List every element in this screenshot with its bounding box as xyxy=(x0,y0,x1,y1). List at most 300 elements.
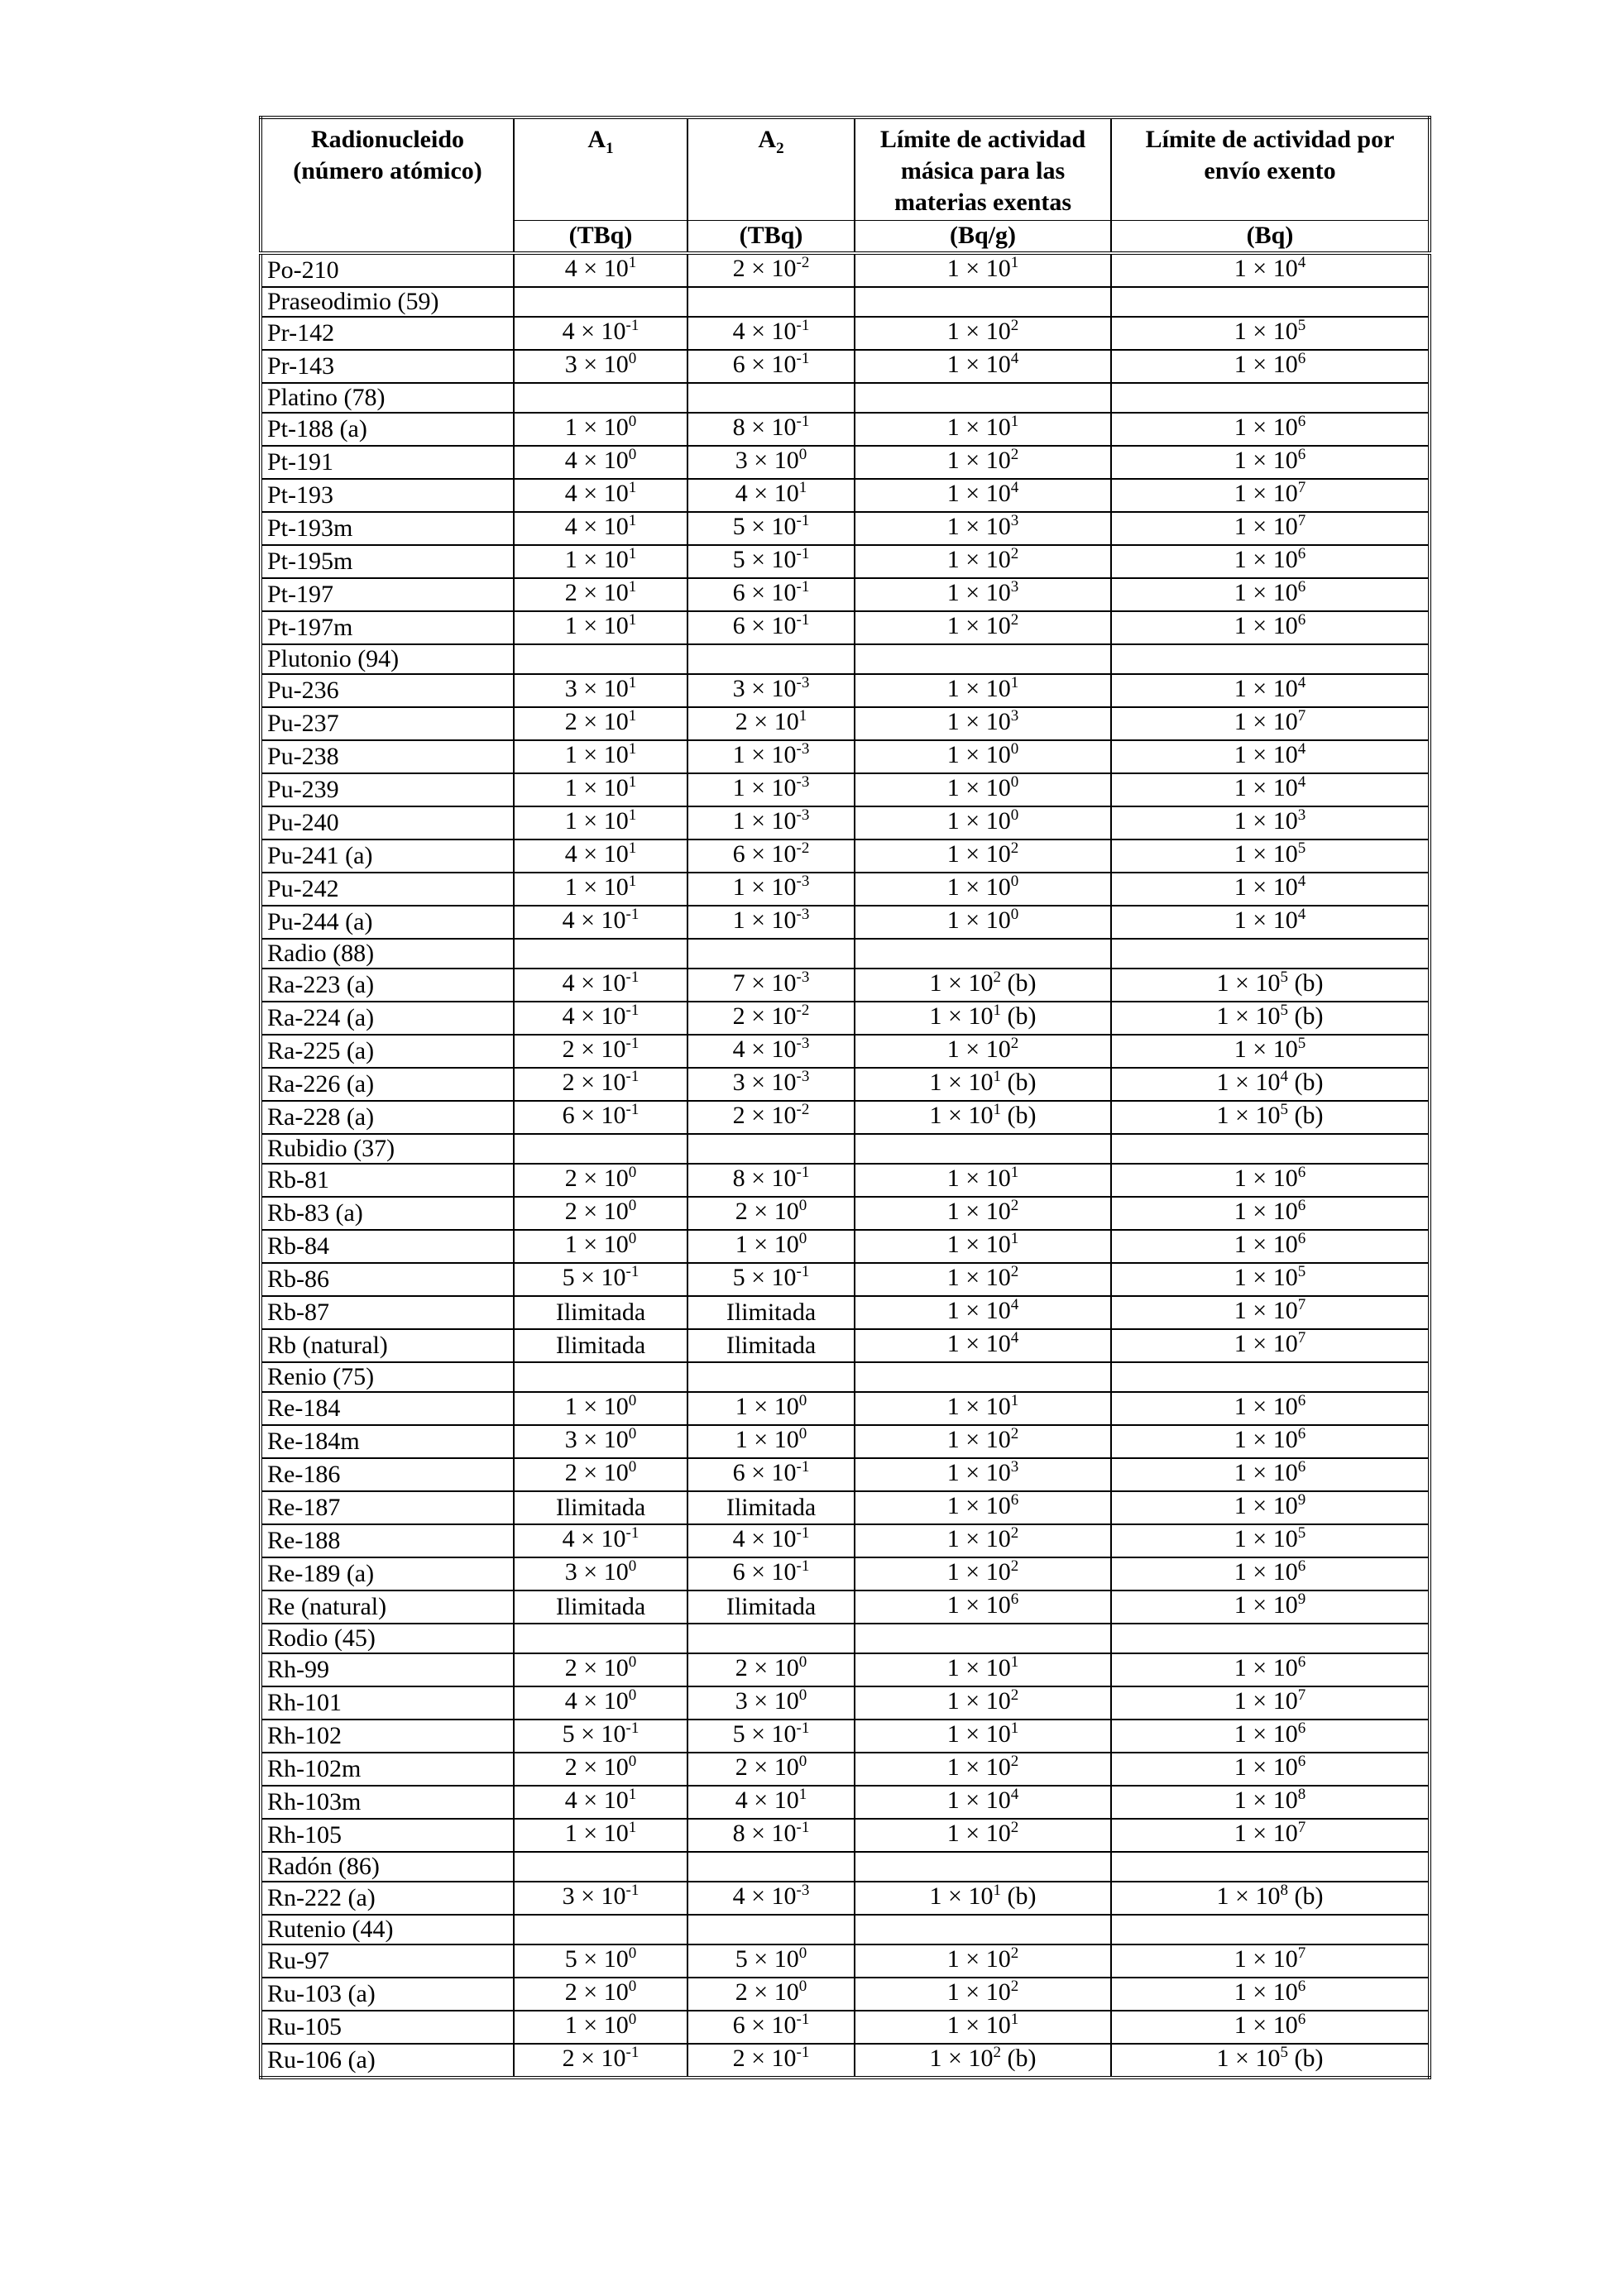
exponent: 6 xyxy=(1297,611,1306,629)
radionuclide-limits-table xyxy=(259,116,1431,2079)
table-row xyxy=(261,350,1430,383)
exponent: 4 xyxy=(1280,1068,1288,1085)
radionuclide-cell: Ru-106 (a) xyxy=(261,2044,514,2078)
a1-cell: $4 \times 10^1$ xyxy=(514,839,687,873)
exponent: 1 xyxy=(628,545,637,562)
header-a2-label: A xyxy=(758,126,777,153)
exponent: 1 xyxy=(628,1819,637,1836)
exponent: 1 xyxy=(628,512,637,529)
exponent: 1 xyxy=(628,839,637,857)
a1-cell: $3 \times 10^1$ xyxy=(514,674,687,707)
mass-limit-cell xyxy=(855,1362,1111,1392)
a1-cell: $4 \times 10^{-1}$ xyxy=(514,317,687,350)
exponent: 6 xyxy=(1010,1491,1019,1509)
table-row xyxy=(261,2011,1430,2044)
a1-cell: $2 \times 10^1$ xyxy=(514,707,687,740)
header-unit-radionuclide xyxy=(261,220,514,253)
table-row xyxy=(261,1491,1430,1524)
a1-cell: Ilimitada xyxy=(514,1329,687,1362)
mass-limit-cell xyxy=(855,644,1111,674)
exponent: 1 xyxy=(628,773,637,791)
consignment-limit-cell: $1 \times 10^7$ xyxy=(1111,479,1430,512)
exponent: 1 xyxy=(993,1101,1001,1118)
radionuclide-cell: Pt-191 xyxy=(261,446,514,479)
mass-limit-cell: $1 \times 10^1$ xyxy=(855,1230,1111,1263)
a2-cell xyxy=(687,939,855,969)
mass-limit-cell: $1 \times 10^2$ xyxy=(855,1819,1111,1852)
mass-limit-cell xyxy=(855,287,1111,317)
exponent: -1 xyxy=(625,1068,640,1085)
a1-cell: $4 \times 10^{-1}$ xyxy=(514,1524,687,1557)
a2-cell: $2 \times 10^0$ xyxy=(687,1753,855,1786)
mass-limit-cell: $1 \times 10^2$ xyxy=(855,1944,1111,1978)
exponent: 6 xyxy=(1297,1720,1306,1737)
exponent: 6 xyxy=(1297,1978,1306,1995)
exponent: 3 xyxy=(1010,512,1019,529)
mass-limit-cell: $1 \times 10^2$ (b) xyxy=(855,2044,1111,2078)
exponent: 1 xyxy=(1010,1653,1019,1671)
consignment-limit-cell: $1 \times 10^4$ xyxy=(1111,674,1430,707)
radionuclide-cell: Pu-237 xyxy=(261,707,514,740)
consignment-limit-cell: $1 \times 10^8$ (b) xyxy=(1111,1882,1430,1915)
a2-cell: $6 \times 10^{-1}$ xyxy=(687,1458,855,1491)
exponent: 6 xyxy=(1297,1197,1306,1214)
a2-cell: $8 \times 10^{-1}$ xyxy=(687,413,855,446)
exponent: 2 xyxy=(1010,1263,1019,1280)
exponent: 0 xyxy=(798,1686,807,1704)
mass-limit-cell: $1 \times 10^2$ xyxy=(855,1263,1111,1296)
exponent: 0 xyxy=(628,1653,637,1671)
a2-cell: $5 \times 10^{-1}$ xyxy=(687,545,855,578)
table-header xyxy=(261,117,1430,253)
exponent: 2 xyxy=(993,969,1001,986)
consignment-limit-cell: $1 \times 10^4$ xyxy=(1111,253,1430,287)
radionuclide-cell: Pu-240 xyxy=(261,806,514,839)
exponent: 6 xyxy=(1297,1653,1306,1671)
mass-limit-cell: $1 \times 10^4$ xyxy=(855,1786,1111,1819)
exponent: -3 xyxy=(796,1068,810,1085)
table-row xyxy=(261,1164,1430,1197)
consignment-limit-cell: $1 \times 10^6$ xyxy=(1111,1230,1430,1263)
exponent: -1 xyxy=(796,611,810,629)
exponent: 2 xyxy=(1010,1944,1019,1962)
exponent: 5 xyxy=(1280,1101,1288,1118)
mass-limit-cell: $1 \times 10^0$ xyxy=(855,906,1111,939)
exponent: 4 xyxy=(1297,773,1306,791)
exponent: 0 xyxy=(798,1753,807,1770)
exponent: 6 xyxy=(1297,1425,1306,1442)
exponent: 8 xyxy=(1280,1882,1288,1899)
a2-cell: $1 \times 10^0$ xyxy=(687,1230,855,1263)
a1-cell: $1 \times 10^0$ xyxy=(514,2011,687,2044)
consignment-limit-cell: $1 \times 10^6$ xyxy=(1111,1653,1430,1686)
exponent: -1 xyxy=(625,1002,640,1019)
table-row xyxy=(261,1686,1430,1720)
table-row xyxy=(261,740,1430,773)
a2-cell: $2 \times 10^0$ xyxy=(687,1978,855,2011)
table-row xyxy=(261,2044,1430,2078)
table-row xyxy=(261,1197,1430,1230)
mass-limit-cell xyxy=(855,1624,1111,1653)
exponent: 1 xyxy=(1010,1392,1019,1409)
mass-limit-cell: $1 \times 10^0$ xyxy=(855,806,1111,839)
table-row xyxy=(261,1720,1430,1753)
exponent: 1 xyxy=(1010,1230,1019,1247)
exponent: 1 xyxy=(628,611,637,629)
a1-cell: Ilimitada xyxy=(514,1590,687,1624)
radionuclide-cell: Pu-236 xyxy=(261,674,514,707)
exponent: -1 xyxy=(796,1557,810,1575)
exponent: 3 xyxy=(1010,1458,1019,1476)
exponent: -1 xyxy=(796,1524,810,1542)
a2-cell: $8 \times 10^{-1}$ xyxy=(687,1819,855,1852)
exponent: 0 xyxy=(798,1392,807,1409)
table-row xyxy=(261,1230,1430,1263)
radionuclide-cell: Pt-193m xyxy=(261,512,514,545)
radionuclide-cell: Rutenio (44) xyxy=(261,1915,514,1944)
exponent: 3 xyxy=(1010,578,1019,596)
exponent: 0 xyxy=(628,1978,637,1995)
exponent: 0 xyxy=(798,1230,807,1247)
consignment-limit-cell: $1 \times 10^5$ (b) xyxy=(1111,1002,1430,1035)
exponent: -1 xyxy=(796,578,810,596)
exponent: 0 xyxy=(798,1944,807,1962)
exponent: 0 xyxy=(798,1197,807,1214)
exponent: -1 xyxy=(625,317,640,334)
exponent: 4 xyxy=(1010,350,1019,367)
table-row xyxy=(261,1035,1430,1068)
mass-limit-cell xyxy=(855,1134,1111,1164)
mass-limit-cell: $1 \times 10^2$ (b) xyxy=(855,969,1111,1002)
exponent: -3 xyxy=(796,740,810,758)
exponent: 0 xyxy=(1010,806,1019,824)
radionuclide-cell: Rb-81 xyxy=(261,1164,514,1197)
exponent: 6 xyxy=(1297,413,1306,430)
exponent: 5 xyxy=(1297,839,1306,857)
consignment-limit-cell: $1 \times 10^6$ xyxy=(1111,413,1430,446)
exponent: -3 xyxy=(796,969,810,986)
a2-cell: $2 \times 10^{-2}$ xyxy=(687,1002,855,1035)
mass-limit-cell xyxy=(855,383,1111,413)
exponent: 1 xyxy=(993,1068,1001,1085)
a1-cell: $4 \times 10^{-1}$ xyxy=(514,906,687,939)
a2-cell: $2 \times 10^{-2}$ xyxy=(687,253,855,287)
mass-limit-cell: $1 \times 10^1$ xyxy=(855,413,1111,446)
exponent: 9 xyxy=(1297,1590,1306,1608)
a1-cell: $4 \times 10^{-1}$ xyxy=(514,969,687,1002)
a1-cell: $2 \times 10^0$ xyxy=(514,1164,687,1197)
exponent: 2 xyxy=(993,2044,1001,2061)
a1-cell: $4 \times 10^1$ xyxy=(514,1786,687,1819)
radionuclide-cell: Radón (86) xyxy=(261,1852,514,1882)
a2-cell: Ilimitada xyxy=(687,1329,855,1362)
a1-cell xyxy=(514,1624,687,1653)
a1-cell: $1 \times 10^1$ xyxy=(514,773,687,806)
a2-cell: $3 \times 10^0$ xyxy=(687,446,855,479)
exponent: 2 xyxy=(1010,545,1019,562)
exponent: 1 xyxy=(1010,254,1019,271)
table-row xyxy=(261,1819,1430,1852)
mass-limit-cell: $1 \times 10^6$ xyxy=(855,1491,1111,1524)
table-row xyxy=(261,1101,1430,1134)
exponent: 4 xyxy=(1297,674,1306,691)
element-group-row xyxy=(261,1852,1430,1882)
exponent: 0 xyxy=(628,1164,637,1181)
exponent: -1 xyxy=(796,512,810,529)
exponent: 2 xyxy=(1010,317,1019,334)
exponent: 4 xyxy=(1297,873,1306,890)
consignment-limit-cell: $1 \times 10^6$ xyxy=(1111,1753,1430,1786)
mass-limit-cell: $1 \times 10^4$ xyxy=(855,350,1111,383)
consignment-limit-cell: $1 \times 10^6$ xyxy=(1111,1458,1430,1491)
consignment-limit-cell: $1 \times 10^6$ xyxy=(1111,446,1430,479)
a2-cell: Ilimitada xyxy=(687,1296,855,1329)
mass-limit-cell: $1 \times 10^2$ xyxy=(855,1686,1111,1720)
consignment-limit-cell: $1 \times 10^4$ (b) xyxy=(1111,1068,1430,1101)
a2-cell: $5 \times 10^{-1}$ xyxy=(687,512,855,545)
exponent: 0 xyxy=(628,1557,637,1575)
a2-cell: $6 \times 10^{-1}$ xyxy=(687,611,855,644)
a2-cell: $2 \times 10^{-1}$ xyxy=(687,2044,855,2078)
table-row xyxy=(261,545,1430,578)
exponent: 0 xyxy=(628,350,637,367)
header-a1 xyxy=(514,117,687,220)
table-row xyxy=(261,1329,1430,1362)
mass-limit-cell: $1 \times 10^2$ xyxy=(855,545,1111,578)
exponent: 2 xyxy=(1010,1978,1019,1995)
exponent: 1 xyxy=(628,1786,637,1803)
a2-cell xyxy=(687,644,855,674)
radionuclide-cell: Po-210 xyxy=(261,253,514,287)
a1-cell xyxy=(514,1852,687,1882)
mass-limit-cell: $1 \times 10^2$ xyxy=(855,1197,1111,1230)
table-row xyxy=(261,773,1430,806)
exponent: 1 xyxy=(993,1002,1001,1019)
exponent: 2 xyxy=(1010,611,1019,629)
a1-cell xyxy=(514,1362,687,1392)
exponent: 1 xyxy=(628,674,637,691)
consignment-limit-cell: $1 \times 10^6$ xyxy=(1111,578,1430,611)
mass-limit-cell: $1 \times 10^2$ xyxy=(855,317,1111,350)
consignment-limit-cell: $1 \times 10^4$ xyxy=(1111,873,1430,906)
exponent: -1 xyxy=(796,2044,810,2061)
radionuclide-cell: Ra-224 (a) xyxy=(261,1002,514,1035)
radionuclide-cell: Rh-99 xyxy=(261,1653,514,1686)
exponent: 1 xyxy=(628,806,637,824)
exponent: 2 xyxy=(1010,839,1019,857)
a1-cell: $1 \times 10^1$ xyxy=(514,611,687,644)
exponent: 0 xyxy=(1010,740,1019,758)
exponent: -1 xyxy=(796,350,810,367)
exponent: -3 xyxy=(796,1882,810,1899)
radionuclide-cell: Platino (78) xyxy=(261,383,514,413)
radionuclide-cell: Rb-87 xyxy=(261,1296,514,1329)
consignment-limit-cell: $1 \times 10^6$ xyxy=(1111,350,1430,383)
exponent: -1 xyxy=(796,1720,810,1737)
exponent: -1 xyxy=(796,1164,810,1181)
a1-cell: $2 \times 10^0$ xyxy=(514,1753,687,1786)
table-row xyxy=(261,707,1430,740)
radionuclide-cell: Pt-188 (a) xyxy=(261,413,514,446)
exponent: 4 xyxy=(1297,906,1306,923)
exponent: -1 xyxy=(625,1035,640,1052)
a1-cell: $4 \times 10^{-1}$ xyxy=(514,1002,687,1035)
exponent: 7 xyxy=(1297,1296,1306,1313)
radionuclide-cell: Praseodimio (59) xyxy=(261,287,514,317)
exponent: 1 xyxy=(628,578,637,596)
exponent: -1 xyxy=(796,1819,810,1836)
consignment-limit-cell xyxy=(1111,1134,1430,1164)
consignment-limit-cell: $1 \times 10^5$ xyxy=(1111,317,1430,350)
mass-limit-cell: $1 \times 10^1$ xyxy=(855,1720,1111,1753)
mass-limit-cell xyxy=(855,1915,1111,1944)
consignment-limit-cell: $1 \times 10^5$ (b) xyxy=(1111,2044,1430,2078)
table-row xyxy=(261,1425,1430,1458)
mass-limit-cell: $1 \times 10^1$ (b) xyxy=(855,1068,1111,1101)
exponent: 7 xyxy=(1297,479,1306,496)
consignment-limit-cell: $1 \times 10^6$ xyxy=(1111,1425,1430,1458)
table-row xyxy=(261,512,1430,545)
exponent: 6 xyxy=(1297,1392,1306,1409)
exponent: -3 xyxy=(796,906,810,923)
mass-limit-cell xyxy=(855,1852,1111,1882)
exponent: 7 xyxy=(1297,1686,1306,1704)
radionuclide-cell: Renio (75) xyxy=(261,1362,514,1392)
radionuclide-cell: Pt-197m xyxy=(261,611,514,644)
table-row xyxy=(261,1392,1430,1425)
table-row xyxy=(261,1786,1430,1819)
mass-limit-cell: $1 \times 10^2$ xyxy=(855,839,1111,873)
consignment-limit-cell: $1 \times 10^6$ xyxy=(1111,1392,1430,1425)
a1-cell: $3 \times 10^0$ xyxy=(514,350,687,383)
a2-cell: $1 \times 10^{-3}$ xyxy=(687,806,855,839)
mass-limit-cell: $1 \times 10^0$ xyxy=(855,740,1111,773)
radionuclide-cell: Rb-84 xyxy=(261,1230,514,1263)
a1-cell: $5 \times 10^{-1}$ xyxy=(514,1720,687,1753)
exponent: 6 xyxy=(1297,578,1306,596)
exponent: -1 xyxy=(625,1101,640,1118)
exponent: 2 xyxy=(1010,446,1019,463)
exponent: 4 xyxy=(1010,1329,1019,1347)
exponent: -1 xyxy=(796,1458,810,1476)
exponent: 2 xyxy=(1010,1753,1019,1770)
consignment-limit-cell: $1 \times 10^6$ xyxy=(1111,611,1430,644)
radionuclide-cell: Rodio (45) xyxy=(261,1624,514,1653)
exponent: 0 xyxy=(628,1753,637,1770)
exponent: 5 xyxy=(1280,969,1288,986)
mass-limit-cell: $1 \times 10^2$ xyxy=(855,1557,1111,1590)
a2-cell: $6 \times 10^{-1}$ xyxy=(687,2011,855,2044)
exponent: 7 xyxy=(1297,1819,1306,1836)
a1-cell: $4 \times 10^1$ xyxy=(514,512,687,545)
exponent: 1 xyxy=(628,740,637,758)
mass-limit-cell: $1 \times 10^3$ xyxy=(855,707,1111,740)
a1-cell: $2 \times 10^0$ xyxy=(514,1978,687,2011)
consignment-limit-cell: $1 \times 10^4$ xyxy=(1111,773,1430,806)
exponent: 1 xyxy=(798,479,807,496)
radionuclide-cell: Pu-242 xyxy=(261,873,514,906)
exponent: 1 xyxy=(628,873,637,890)
exponent: 2 xyxy=(1010,1425,1019,1442)
exponent: 0 xyxy=(798,1653,807,1671)
exponent: 0 xyxy=(628,1458,637,1476)
radionuclide-cell: Pu-241 (a) xyxy=(261,839,514,873)
header-unit-a2: (TBq) xyxy=(687,220,855,253)
consignment-limit-cell: $1 \times 10^7$ xyxy=(1111,1819,1430,1852)
consignment-limit-cell: $1 \times 10^5$ xyxy=(1111,1263,1430,1296)
table-row xyxy=(261,1653,1430,1686)
a2-cell: $6 \times 10^{-1}$ xyxy=(687,350,855,383)
exponent: 3 xyxy=(1297,806,1306,824)
mass-limit-cell: $1 \times 10^1$ xyxy=(855,253,1111,287)
a2-cell: $2 \times 10^{-2}$ xyxy=(687,1101,855,1134)
radionuclide-cell: Pt-193 xyxy=(261,479,514,512)
a2-cell: Ilimitada xyxy=(687,1590,855,1624)
a2-cell: $6 \times 10^{-1}$ xyxy=(687,578,855,611)
exponent: -1 xyxy=(796,317,810,334)
table-row xyxy=(261,479,1430,512)
exponent: 6 xyxy=(1297,2011,1306,2028)
radionuclide-cell: Rb (natural) xyxy=(261,1329,514,1362)
a2-cell: $8 \times 10^{-1}$ xyxy=(687,1164,855,1197)
exponent: 6 xyxy=(1297,1753,1306,1770)
radionuclide-cell: Rb-86 xyxy=(261,1263,514,1296)
mass-limit-cell: $1 \times 10^1$ (b) xyxy=(855,1002,1111,1035)
a2-cell: $5 \times 10^{-1}$ xyxy=(687,1720,855,1753)
consignment-limit-cell xyxy=(1111,644,1430,674)
mass-limit-cell: $1 \times 10^1$ xyxy=(855,1653,1111,1686)
table-row xyxy=(261,873,1430,906)
exponent: 1 xyxy=(1010,1164,1019,1181)
radionuclide-table-container xyxy=(259,116,1428,2079)
exponent: -3 xyxy=(796,674,810,691)
header-unit-consignment-limit: (Bq) xyxy=(1111,220,1430,253)
table-row xyxy=(261,1978,1430,2011)
radionuclide-cell: Ru-103 (a) xyxy=(261,1978,514,2011)
table-row xyxy=(261,906,1430,939)
a1-cell: $3 \times 10^{-1}$ xyxy=(514,1882,687,1915)
radionuclide-cell: Pu-244 (a) xyxy=(261,906,514,939)
radionuclide-cell: Re-189 (a) xyxy=(261,1557,514,1590)
element-group-row xyxy=(261,939,1430,969)
a1-cell: $1 \times 10^1$ xyxy=(514,806,687,839)
exponent: 1 xyxy=(628,254,637,271)
element-group-row xyxy=(261,1134,1430,1164)
table-row xyxy=(261,253,1430,287)
table-row xyxy=(261,317,1430,350)
mass-limit-cell: $1 \times 10^2$ xyxy=(855,1978,1111,2011)
mass-limit-cell: $1 \times 10^1$ (b) xyxy=(855,1882,1111,1915)
mass-limit-cell: $1 \times 10^3$ xyxy=(855,578,1111,611)
a1-cell: $2 \times 10^0$ xyxy=(514,1197,687,1230)
header-a2 xyxy=(687,117,855,220)
a2-cell xyxy=(687,1362,855,1392)
a2-cell: $4 \times 10^1$ xyxy=(687,1786,855,1819)
radionuclide-cell: Ru-105 xyxy=(261,2011,514,2044)
a1-cell: $2 \times 10^1$ xyxy=(514,578,687,611)
exponent: 2 xyxy=(1010,1686,1019,1704)
radionuclide-cell: Radio (88) xyxy=(261,939,514,969)
radionuclide-cell: Pu-239 xyxy=(261,773,514,806)
exponent: 0 xyxy=(798,446,807,463)
a2-cell: $2 \times 10^0$ xyxy=(687,1653,855,1686)
consignment-limit-cell: $1 \times 10^7$ xyxy=(1111,1686,1430,1720)
consignment-limit-cell: $1 \times 10^5$ (b) xyxy=(1111,969,1430,1002)
a1-cell xyxy=(514,383,687,413)
a1-cell: $4 \times 10^0$ xyxy=(514,446,687,479)
table-row xyxy=(261,674,1430,707)
a1-cell: $2 \times 10^{-1}$ xyxy=(514,1068,687,1101)
